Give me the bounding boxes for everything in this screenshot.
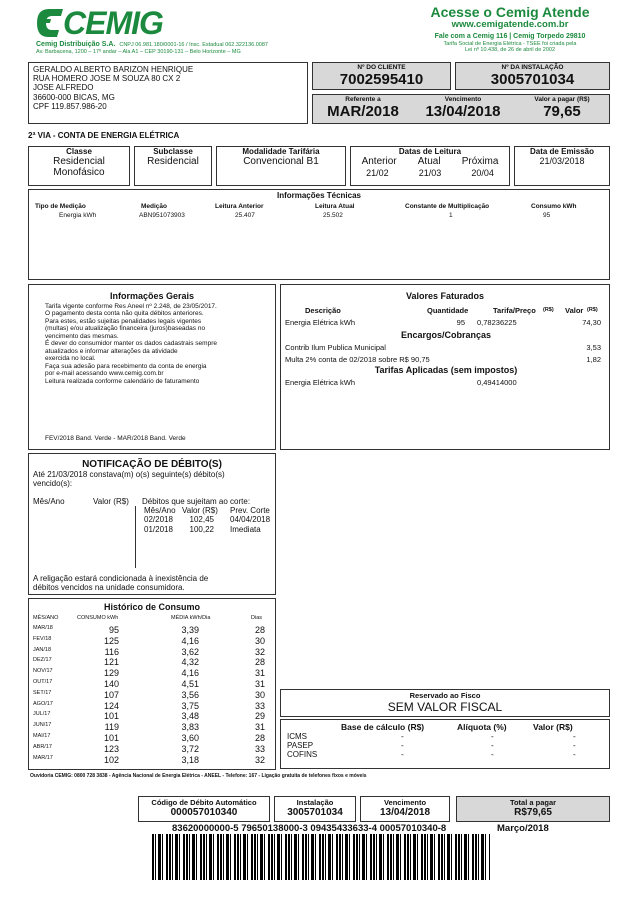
history-month: MAR/17 <box>33 754 53 761</box>
history-month: NOV/17 <box>33 668 53 675</box>
subclasse-value: Residencial <box>147 156 199 167</box>
fisco-tax-aliq: - <box>491 741 494 750</box>
fat-h-unit2: (R$) <box>587 307 598 313</box>
fisco-h-aliq: Alíquota (%) <box>457 722 507 732</box>
customer-address: RUA HOMERO JOSE M SOUZA 80 CX 2 <box>33 74 181 84</box>
history-month: MAR/18 <box>33 625 53 631</box>
history-dias: 31 <box>254 722 265 733</box>
history-dias: 28 <box>254 733 265 743</box>
fisco-tax-name: COFINS <box>287 750 318 759</box>
tech-info-box <box>28 189 610 280</box>
doc-title: 2ª VIA - CONTA DE ENERGIA ELÉTRICA <box>28 131 180 140</box>
classe-label: Classe <box>66 147 92 156</box>
corte-row <box>142 525 277 534</box>
general-line: Leitura realizada conforme calendário de faturamento <box>45 377 200 385</box>
general-info-box <box>28 284 276 450</box>
history-consumo: 129 <box>103 668 119 679</box>
history-month: MAI/17 <box>33 733 51 739</box>
reference-value: MAR/2018 <box>327 103 399 120</box>
client-number-box <box>312 62 451 90</box>
corte-h-prev: Prev. Corte <box>230 506 270 516</box>
fisco-tax-valor: - <box>573 750 576 759</box>
tech-atual: 25.502 <box>323 212 343 219</box>
auto-debit-box <box>138 796 270 822</box>
history-month: FEV/18 <box>33 635 52 642</box>
due-date-label: Vencimento <box>444 96 482 103</box>
client-number-label: Nº DO CLIENTE <box>357 64 406 71</box>
history-month: OUT/17 <box>33 679 53 685</box>
classe-sub: Monofásico <box>53 167 105 178</box>
tech-h-constante: Constante de Multiplicação <box>405 203 490 210</box>
atual-value: 21/03 <box>418 168 442 178</box>
modalidade-label: Modalidade Tarifária <box>242 147 320 156</box>
due-date-value: 13/04/2018 <box>425 103 501 120</box>
hist-h-consumo: CONSUMO kWh <box>77 615 119 621</box>
atual-label: Atual <box>417 156 441 167</box>
corte-row <box>142 515 277 524</box>
barcode <box>152 834 490 880</box>
fisco-row <box>287 741 605 750</box>
faturados-box <box>280 284 610 450</box>
fisco-tax-base: - <box>401 750 404 759</box>
corte-mes: 02/2018 <box>144 515 173 525</box>
history-media: 4,16 <box>181 668 199 679</box>
debito-intro-2: vencido(s): <box>33 479 73 489</box>
history-dias: 33 <box>254 743 265 754</box>
history-month: JAN/18 <box>33 646 52 653</box>
historico-title: Histórico de Consumo <box>103 602 200 612</box>
fisco-h-base: Base de cálculo (R$) <box>341 722 425 732</box>
fisco-box <box>280 689 610 717</box>
general-line: exercida no local. <box>45 355 96 363</box>
history-month: SET/17 <box>33 689 52 696</box>
history-dias: 30 <box>254 689 265 700</box>
history-dias: 32 <box>254 754 265 765</box>
customer-district: JOSE ALFREDO <box>33 83 94 93</box>
encargo-2-valor: 1,82 <box>586 355 601 364</box>
history-row <box>29 647 277 657</box>
history-media: 3,62 <box>181 646 199 657</box>
company-name: Cemig Distribuição S.A. <box>36 41 116 48</box>
history-row <box>29 657 277 667</box>
fisco-tax-valor: - <box>573 741 576 750</box>
history-month: DEZ/17 <box>33 657 52 664</box>
general-line: por e-mail acessando www.cemig.com.br <box>45 370 164 378</box>
history-consumo: 119 <box>104 722 119 733</box>
logo-text: CEMIG <box>63 5 163 41</box>
client-number: 7002595410 <box>339 71 424 88</box>
history-consumo: 140 <box>103 679 119 689</box>
debito-h-valor: Valor (R$) <box>93 497 129 506</box>
ad-url[interactable]: www.cemigatende.com.br <box>451 19 569 31</box>
emissao-box <box>514 146 610 186</box>
encargo-1-desc: Contrib Ilum Publica Municipal <box>285 343 386 352</box>
slip-total-value: R$79,65 <box>514 807 552 818</box>
history-consumo: 101 <box>103 711 119 722</box>
anterior-value: 21/02 <box>366 168 389 178</box>
historico-box <box>28 598 276 770</box>
history-dias: 32 <box>254 646 265 657</box>
fisco-tax-base: - <box>401 732 404 741</box>
tech-info-title: Informações Técnicas <box>276 191 362 200</box>
history-media: 3,83 <box>181 722 199 733</box>
datas-leitura-box <box>350 146 510 186</box>
history-row <box>29 690 277 700</box>
ad-law: Lei nº 10.438, de 26 de abril de 2002 <box>464 47 556 54</box>
hist-h-mes: MÊS/ANO <box>33 615 59 621</box>
general-info-title: Informações Gerais <box>109 291 195 301</box>
history-media: 4,16 <box>181 635 199 646</box>
general-line: Tarifa vigente conforme Res Aneel nº 2.248, de 23/05/2017. <box>45 303 217 310</box>
history-dias: 33 <box>254 700 265 711</box>
corte-title: Débitos que sujeitam ao corte: <box>142 497 251 506</box>
history-row <box>29 711 277 721</box>
proxima-label: Próxima <box>461 156 499 167</box>
modalidade-box <box>216 146 346 186</box>
history-consumo: 101 <box>103 733 119 743</box>
fisco-value: SEM VALOR FISCAL <box>387 700 503 714</box>
slip-due-label: Vencimento <box>383 798 427 807</box>
history-consumo: 107 <box>103 689 119 700</box>
fisco-tax-name: PASEP <box>287 741 314 750</box>
history-row <box>29 701 277 711</box>
history-dias: 31 <box>254 668 265 679</box>
fisco-row <box>287 732 605 741</box>
tech-consumo: 95 <box>543 212 551 219</box>
history-consumo: 95 <box>108 625 119 635</box>
hist-h-media: MÉDIA kWh/Dia <box>171 615 211 621</box>
fat-h-qtd: Quantidade <box>427 306 469 315</box>
history-row <box>29 668 277 678</box>
band-info: FEV/2018 Band. Verde - MAR/2018 Band. Verde <box>45 435 186 442</box>
history-media: 3,56 <box>181 689 199 700</box>
general-line: O pagamento desta conta não quita débitos anteriores. <box>45 310 204 318</box>
reference-label: Referente a <box>345 96 381 103</box>
auto-debit-label: Código de Débito Automático <box>151 798 257 807</box>
history-row <box>29 744 277 754</box>
customer-cpf: CPF 119.857.986-20 <box>33 101 107 111</box>
corte-h-mes: Mês/Ano <box>144 506 176 516</box>
slip-installation-value: 3005701034 <box>287 807 343 818</box>
debito-h-mes: Mês/Ano <box>33 497 65 506</box>
history-dias: 30 <box>254 635 265 646</box>
slip-due-value: 13/04/2018 <box>379 807 431 818</box>
installation-number-label: Nº DA INSTALAÇÃO <box>501 64 564 71</box>
tech-tipo: Energia kWh <box>59 212 97 219</box>
history-consumo: 123 <box>103 743 119 754</box>
corte-valor: 102,45 <box>189 515 214 525</box>
amount-label: Valor a pagar (R$) <box>534 96 590 103</box>
history-consumo: 125 <box>103 635 119 646</box>
slip-installation-box <box>274 796 356 822</box>
history-dias: 31 <box>254 679 265 689</box>
ad-phone: Fale com a Cemig 116 | Cemig Torpedo 29810 <box>434 33 586 41</box>
modalidade-value: Convencional B1 <box>243 156 319 167</box>
proxima-value: 20/04 <box>471 168 494 178</box>
slip-month: Março/2018 <box>497 823 549 834</box>
tech-h-atual: Leitura Atual <box>315 203 355 210</box>
fisco-title: Reservado ao Fisco <box>409 691 481 700</box>
history-consumo: 116 <box>104 646 119 657</box>
ad-tariff: Tarifa Social de Energia Elétrica - TSEE foi criada pela <box>443 41 577 48</box>
customer-city: 36600-000 BICAS, MG <box>33 92 115 102</box>
fat-h-unit1: (R$) <box>543 307 554 313</box>
amount-value: 79,65 <box>543 103 581 120</box>
general-line: (multas) e/ou atualização financeira (juros)baseadas no <box>45 325 206 333</box>
tech-h-medicao: Medição <box>141 203 168 210</box>
corte-mes: 01/2018 <box>144 524 173 534</box>
faturados-title: Valores Faturados <box>405 291 485 301</box>
company-ids: CNPJ 06.981.180/0001-16 / Insc. Estadual 062.322136.0087 <box>119 42 268 48</box>
tarifas-title: Tarifas Aplicadas (sem impostos) <box>374 365 518 375</box>
history-media: 4,51 <box>181 679 199 689</box>
history-consumo: 124 <box>103 700 119 711</box>
customer-box <box>28 62 308 124</box>
history-row <box>29 755 277 765</box>
history-row <box>29 733 277 743</box>
general-line: Para estes, estão sujeitas penalidades legais vigentes <box>45 317 202 325</box>
fisco-tax-base: - <box>401 741 404 750</box>
subclasse-box <box>134 146 212 186</box>
slip-total-label: Total a pagar <box>509 798 557 807</box>
general-line: Faça sua adesão para recebimento da conta de energia <box>45 362 207 370</box>
history-month: ABR/17 <box>33 743 52 750</box>
fat-item-qtd: 95 <box>456 318 465 327</box>
history-row <box>29 636 277 646</box>
classe-value: Residencial <box>53 156 105 167</box>
subclasse-label: Subclasse <box>153 147 193 156</box>
history-media: 3,72 <box>181 743 199 754</box>
emissao-label: Data de Emissão <box>529 147 595 156</box>
ouvidoria: Ouvidoria CEMIG: 0800 728 3838 - Agência Nacional de Energia Elétrica - ANEEL - Telefone: 167 - Ligação gratuita de telefones fixos e móveis <box>30 773 367 779</box>
slip-due-box <box>360 796 450 822</box>
fat-h-valor: Valor <box>565 306 584 315</box>
ad-title: Acesse o Cemig Atende <box>430 4 590 20</box>
hist-h-dias: Dias <box>251 615 263 621</box>
history-media: 3,18 <box>181 754 199 765</box>
debito-title: NOTIFICAÇÃO DE DÉBITO(S) <box>82 459 222 470</box>
fisco-h-valor: Valor (R$) <box>533 722 573 732</box>
encargo-1-valor: 3,53 <box>586 343 601 352</box>
fisco-table-box <box>280 719 610 769</box>
tech-h-anterior: Leitura Anterior <box>215 203 264 210</box>
history-row <box>29 625 277 635</box>
emissao-value: 21/03/2018 <box>539 156 585 166</box>
corte-h-valor: Valor (R$) <box>182 506 218 516</box>
debito-intro-1: Até 21/03/2018 constava(m) o(s) seguinte(s) débito(s) <box>33 470 225 479</box>
history-month: JUL/17 <box>33 711 51 718</box>
history-media: 3,48 <box>181 711 199 722</box>
encargo-2-desc: Multa 2% conta de 02/2018 sobre R$ 90,75 <box>285 355 430 364</box>
tarifa-desc: Energia Elétrica kWh <box>285 378 356 387</box>
tarifa-valor: 0,49414000 <box>477 378 517 387</box>
tech-anterior: 25.407 <box>235 212 255 219</box>
slip-installation-label: Instalação <box>296 798 334 807</box>
anterior-label: Anterior <box>361 156 397 167</box>
fisco-row <box>287 750 605 759</box>
general-line: É dever do consumidor manter os dados cadastrais sempre <box>45 340 217 348</box>
history-month: AGO/17 <box>33 700 53 707</box>
history-media: 4,32 <box>181 657 199 668</box>
tech-h-consumo: Consumo kWh <box>531 203 577 210</box>
history-media: 3,60 <box>181 733 199 743</box>
history-media: 3,39 <box>181 625 199 635</box>
history-row <box>29 679 277 689</box>
billing-box <box>312 94 610 124</box>
history-media: 3,75 <box>181 700 199 711</box>
cemig-logo <box>35 5 175 41</box>
history-consumo: 102 <box>103 754 119 765</box>
corte-prev: 04/04/2018 <box>230 515 271 525</box>
fat-item-desc: Energia Elétrica kWh <box>285 318 356 327</box>
auto-debit-value: 000057010340 <box>170 807 238 818</box>
corte-prev: Imediata <box>230 524 261 534</box>
history-dias: 29 <box>254 711 265 722</box>
installation-number-box <box>455 62 610 90</box>
fat-item-valor: 74,30 <box>582 318 601 327</box>
debito-footer-1: A religação estará condicionada à inexistência de <box>33 574 209 583</box>
barcode-number: 83620000000-5 79650138000-3 09435433633-4 00057010340-8 <box>172 823 447 834</box>
installation-number: 3005701034 <box>490 71 575 88</box>
fisco-tax-aliq: - <box>491 732 494 741</box>
debito-box <box>28 453 276 595</box>
tech-h-tipo: Tipo de Medição <box>35 203 86 210</box>
encargos-title: Encargos/Cobranças <box>400 330 492 340</box>
general-line: atualizados e informar alterações da atividade <box>45 347 178 355</box>
general-info-text <box>29 301 275 385</box>
history-month: JUN/17 <box>33 722 52 729</box>
customer-name: GERALDO ALBERTO BARIZON HENRIQUE <box>33 65 194 74</box>
fat-h-desc: Descrição <box>305 306 341 315</box>
datas-leitura-label: Datas de Leitura <box>398 147 462 156</box>
tech-medicao: ABN951073903 <box>139 212 185 219</box>
fisco-tax-name: ICMS <box>287 732 307 741</box>
slip-total-box <box>456 796 610 822</box>
fisco-tax-valor: - <box>573 732 576 741</box>
history-row <box>29 722 277 732</box>
company-address: Av. Barbacena, 1200 – 17º andar – Ala A1 – CEP 30190-131 – Belo Horizonte – MG <box>36 49 241 56</box>
tech-constante: 1 <box>449 212 453 219</box>
fisco-tax-aliq: - <box>491 750 494 759</box>
fat-h-tarifa: Tarifa/Preço <box>493 306 536 315</box>
history-dias: 28 <box>254 657 265 668</box>
history-consumo: 121 <box>103 657 119 668</box>
debito-footer-2: débitos vencidos na unidade consumidora. <box>33 583 185 593</box>
general-line: vencimento das mesmas. <box>45 332 119 340</box>
fat-item-tarifa: 0,78236225 <box>477 318 517 327</box>
classe-box <box>28 146 130 186</box>
history-dias: 28 <box>254 625 265 635</box>
corte-valor: 100,22 <box>189 524 214 534</box>
